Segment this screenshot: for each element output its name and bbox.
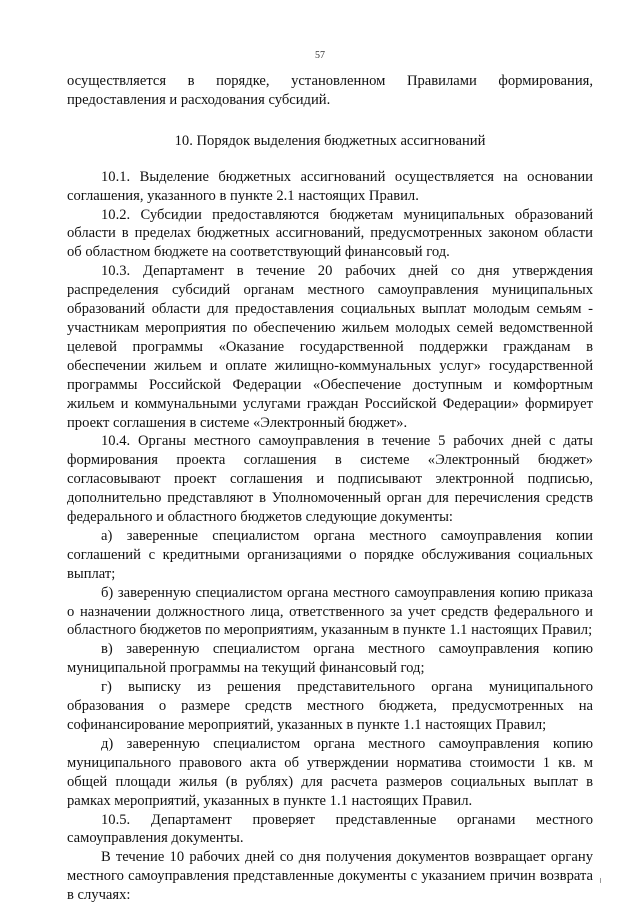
paragraph-10-3: 10.3. Департамент в течение 20 рабочих дней со дня утверждения распределения субсидий органам местного самоуправления муниципальных образований области для предоставления социальных выплат молодым семьям - участникам мероприятия по обеспечению жильем молодых семей ведомственной целевой программы «Оказание государственной поддержки гражданам в обеспечении жильем и оплате жилищно-коммунальных услуг» государственной программы Российской Федерации «Обеспечение доступным и комфортным жильем и коммунальными услугами граждан Российской Федерации» формирует проект соглашения в системе «Электронный бюджет». bbox=[67, 263, 593, 431]
paragraph-return-conditions: В течение 10 рабочих дней со дня получения документов возвращает органу местного самоуправления представленные документы с указанием причин возврата в случаях: bbox=[67, 849, 593, 904]
paragraph-10-2: 10.2. Субсидии предоставляются бюджетам муниципальных образований области в пределах бюджетных ассигнований, предусмотренных законом области об областном бюджете на соответствующий финансовый год. bbox=[67, 206, 593, 261]
list-item-v: в) заверенную специалистом органа местного самоуправления копию муниципальной программы на текущий финансовый год; bbox=[67, 641, 593, 677]
list-item-a: а) заверенные специалистом органа местного самоуправления копии соглашений с кредитными организациями о порядке обслуживания социальных выплат; bbox=[67, 527, 593, 582]
list-item-g: г) выписку из решения представительного органа муниципального образования о размере средств местного бюджета, предусмотренных на софинансирование мероприятий, указанных в пункте 1.1 настоящих Правил; bbox=[67, 679, 593, 733]
section-heading: 10. Порядок выделения бюджетных ассигнований bbox=[174, 132, 486, 149]
list-item-d: д) заверенную специалистом органа местного самоуправления копию муниципального правового акта об утверждении норматива стоимости 1 кв. м общей площади жилья (в рублях) для расчета размеров социальных выплат в рамках мероприятий, указанных в пункте 1.1 настоящих Правил. bbox=[67, 735, 593, 809]
page-number: 57 bbox=[315, 50, 325, 61]
paragraph-10-4: 10.4. Органы местного самоуправления в течение 5 рабочих дней с даты формирования проекта соглашения в системе «Электронный бюджет» согласовывают проект соглашения и подписывают электронной подписью, дополнительно представляют в Уполномоченный орган для перечисления средств федерального и областного бюджетов следующие документы: bbox=[67, 433, 593, 526]
paragraph-continuation: осуществляется в порядке, установленном Правилами формирования, предоставления и расходования субсидий. bbox=[67, 73, 593, 108]
document-body bbox=[67, 72, 593, 905]
paragraph-10-5: 10.5. Департамент проверяет представленные органами местного самоуправления документы. bbox=[67, 811, 593, 847]
page-edge-mark bbox=[600, 878, 601, 883]
paragraph-10-1: 10.1. Выделение бюджетных ассигнований осуществляется на основании соглашения, указанного в пункте 2.1 настоящих Правил. bbox=[67, 168, 593, 204]
list-item-b: б) заверенную специалистом органа местного самоуправления копию приказа о назначении должностного лица, ответственного за учет средств федерального и областного бюджетов по мероприятиям, указанным в пункте 1.1 настоящих Правил; bbox=[67, 584, 593, 639]
